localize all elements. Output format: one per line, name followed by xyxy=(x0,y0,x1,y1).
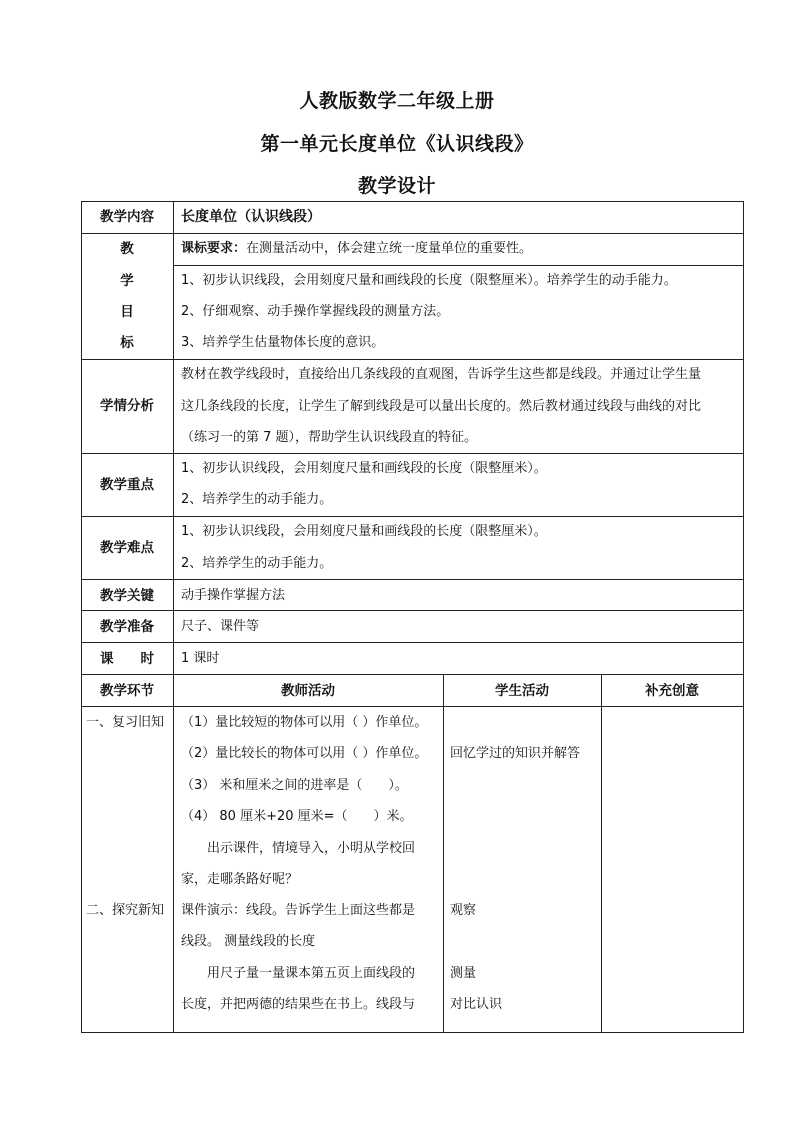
teacher-line-7: 课件演示：线段。告诉学生上面这些都是 xyxy=(181,903,416,918)
difficulty-2: 2、培养学生的动手能力。 xyxy=(181,556,333,571)
stage-review: 一、复习旧知 xyxy=(86,715,165,730)
goals-label-char-4: 标 xyxy=(120,335,134,351)
analysis-line-2: 这几条线段的长度，让学生了解到线段是可以量出长度的。然后教材通过线段与曲线的对比 xyxy=(181,399,702,414)
teacher-line-6: 家，走哪条路好呢？ xyxy=(181,872,299,887)
goal-item-3: 3、培养学生估量物体长度的意识。 xyxy=(181,335,385,350)
document-title-line2: 第一单元长度单位《认识线段》 xyxy=(260,133,534,155)
goal-item-2: 2、仔细观察、动手操作掌握线段的测量方法。 xyxy=(181,304,450,319)
difficulties-label: 教学难点 xyxy=(100,540,154,556)
curriculum-standard xyxy=(181,241,532,257)
teacher-line-5: 出示课件，情境导入，小明从学校回 xyxy=(181,841,416,856)
goals-label-char-2: 学 xyxy=(120,273,134,289)
prep-label: 教学准备 xyxy=(100,619,154,635)
student-line-3: 测量 xyxy=(450,966,477,981)
teacher-line-1: （1）量比较短的物体可以用（ ）作单位。 xyxy=(181,715,428,730)
stage-explore: 二、探究新知 xyxy=(86,903,165,918)
header-teacher: 教师活动 xyxy=(281,683,335,699)
header-student: 学生活动 xyxy=(495,683,549,699)
header-extra: 补充创意 xyxy=(645,683,699,699)
document-title-line1: 人教版数学二年级上册 xyxy=(299,90,495,112)
student-line-4: 对比认识 xyxy=(450,997,503,1012)
analysis-label: 学情分析 xyxy=(100,398,154,414)
goal-item-1: 1、初步认识线段，会用刻度尺量和画线段的长度（限整厘米）。培养学生的动手能力。 xyxy=(181,273,677,288)
analysis-line-3: （练习一的第 7 题），帮助学生认识线段直的特征。 xyxy=(181,430,478,445)
goals-label-char-1: 教 xyxy=(120,241,134,257)
key-label: 教学关键 xyxy=(100,588,154,604)
student-line-2: 观察 xyxy=(450,903,477,918)
difficulty-1: 1、初步认识线段，会用刻度尺量和画线段的长度（限整厘米）。 xyxy=(181,524,547,539)
lesson-plan-table xyxy=(81,201,744,1033)
key-point-1: 1、初步认识线段，会用刻度尺量和画线段的长度（限整厘米）。 xyxy=(181,461,547,476)
content-value: 长度单位（认识线段） xyxy=(181,209,321,225)
curriculum-standard-label: 课标要求： xyxy=(181,241,247,256)
teacher-line-2: （2）量比较长的物体可以用（ ）作单位。 xyxy=(181,746,428,761)
teacher-line-4: （4） 80 厘米+20 厘米=（ ）米。 xyxy=(181,809,413,824)
header-stage: 教学环节 xyxy=(100,683,154,699)
curriculum-standard-text: 在测量活动中，体会建立统一度量单位的重要性。 xyxy=(246,241,533,256)
teacher-line-9: 用尺子量一量课本第五页上面线段的 xyxy=(181,966,416,981)
key-points-label: 教学重点 xyxy=(100,477,154,493)
key-value: 动手操作掌握方法 xyxy=(181,588,286,603)
document-title-line3: 教学设计 xyxy=(357,175,436,197)
student-line-1: 回忆学过的知识并解答 xyxy=(450,746,581,761)
hours-label: 课 时 xyxy=(100,651,154,667)
teacher-line-8: 线段。 测量线段的长度 xyxy=(181,934,316,949)
goals-label-char-3: 目 xyxy=(120,304,134,320)
key-point-2: 2、培养学生的动手能力。 xyxy=(181,492,333,507)
content-label: 教学内容 xyxy=(100,209,154,225)
analysis-line-1: 教材在教学线段时，直接给出几条线段的直观图，告诉学生这些都是线段。并通过让学生量 xyxy=(181,367,702,382)
teacher-line-3: （3） 米和厘米之间的进率是（ ）。 xyxy=(181,778,408,793)
prep-value: 尺子、课件等 xyxy=(181,619,260,634)
hours-value: 1 课时 xyxy=(181,651,220,666)
teacher-line-10: 长度，并把两德的结果些在书上。线段与 xyxy=(181,997,416,1012)
